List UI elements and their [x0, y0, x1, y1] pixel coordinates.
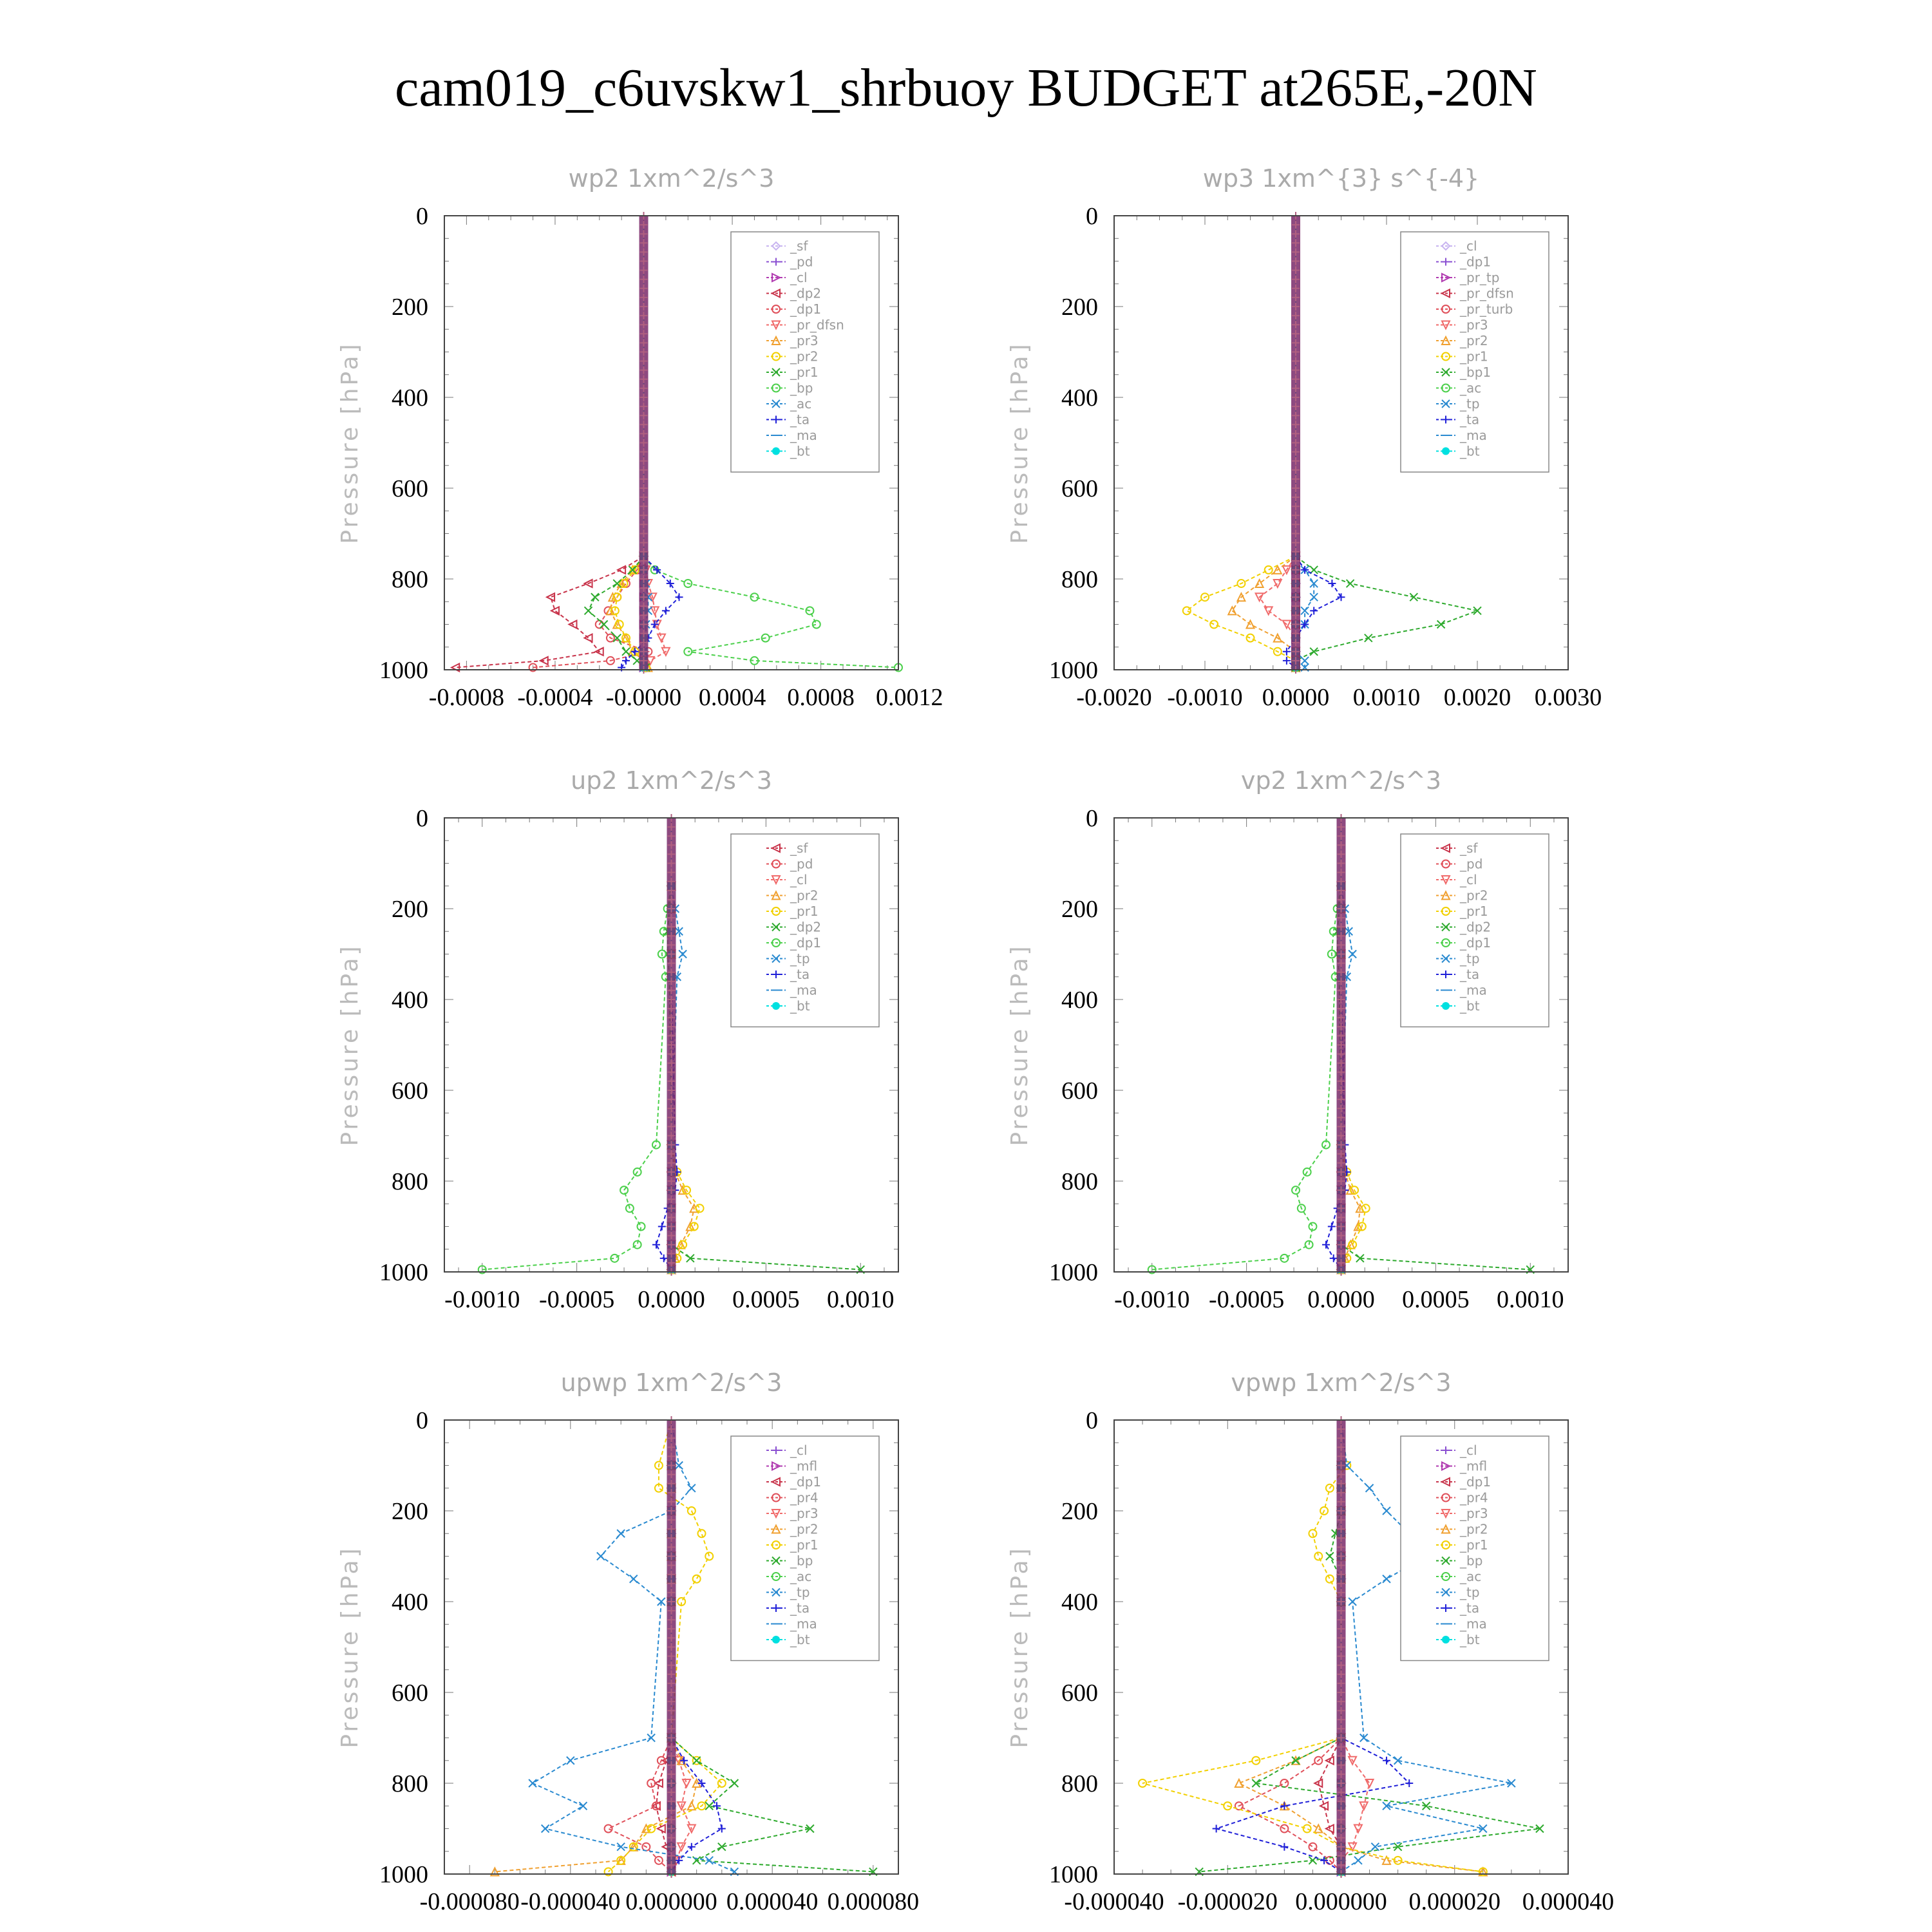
legend-label: _sf [790, 238, 808, 254]
data-point [705, 1553, 713, 1560]
legend-label: _pr3 [1460, 317, 1488, 333]
legend-label: _bp [790, 1553, 813, 1569]
data-point [585, 607, 592, 614]
legend-label: _tp [1460, 1584, 1480, 1600]
x-tick-label: -0.0004 [517, 684, 593, 711]
x-tick-label: -0.0005 [1209, 1286, 1285, 1313]
series-tp [529, 1420, 738, 1875]
series-line [1187, 216, 1296, 667]
legend-label: _pr_tp [1460, 270, 1500, 285]
legend-label: _sf [790, 840, 808, 856]
y-axis-label: Pressure [hPa] [337, 943, 363, 1146]
figure-title: cam019_c6uvskw1_shrbuoy BUDGET at265E,-20N [395, 58, 1537, 118]
series-pr1 [1183, 216, 1300, 671]
x-tick-label: 0.000080 [827, 1888, 920, 1915]
data-point [1310, 593, 1318, 601]
legend-label: _tp [1460, 951, 1480, 967]
data-point [1183, 607, 1191, 614]
y-tick-label: 0 [1086, 1407, 1098, 1434]
x-tick-label: 0.0008 [787, 684, 855, 711]
series-line [533, 216, 649, 667]
legend-label: _pr_dfsn [790, 317, 844, 333]
data-point [1365, 634, 1372, 642]
data-point [676, 593, 683, 601]
legend-label: _cl [1460, 1443, 1477, 1458]
data-point [1347, 580, 1354, 587]
legend-label: _dp1 [1460, 1474, 1492, 1490]
legend-label: _pr1 [790, 1537, 819, 1553]
series-line [533, 1420, 734, 1871]
data-point [567, 1757, 574, 1765]
legend-label: _pr1 [1460, 1537, 1488, 1553]
data-point [1303, 1825, 1311, 1833]
x-tick-label: 0.0000 [638, 1286, 705, 1313]
y-tick-label: 800 [1061, 1168, 1098, 1195]
series-dp1 [1148, 818, 1345, 1273]
zero-marker-column [667, 1416, 676, 1878]
y-axis-label: Pressure [hPa] [1007, 341, 1033, 544]
legend-label: _ta [790, 967, 810, 982]
legend-label: _dp2 [790, 919, 822, 935]
legend-label: _ma [790, 982, 817, 998]
y-tick-label: 400 [1061, 384, 1098, 412]
zero-marker-column [1337, 814, 1346, 1276]
y-tick-label: 400 [392, 384, 428, 412]
budget-panel-5 [337, 1368, 919, 1915]
y-tick-label: 1000 [379, 657, 428, 684]
data-point [688, 1843, 696, 1851]
data-point [1280, 1779, 1288, 1787]
legend-label: _ma [1460, 428, 1487, 443]
data-point [693, 1757, 701, 1765]
data-point [597, 1553, 605, 1560]
data-point [1235, 1779, 1243, 1787]
x-tick-label: -0.0010 [1167, 684, 1243, 711]
legend-label: _bt [1460, 998, 1480, 1014]
x-tick-label: -0.000040 [520, 1888, 621, 1915]
legend-label: _pr3 [790, 1506, 819, 1521]
legend-label: _cl [790, 270, 808, 285]
data-point [772, 448, 780, 455]
data-point [698, 1530, 706, 1537]
series-pr2 [1228, 216, 1300, 671]
data-point [662, 607, 670, 614]
legend-label: _pr1 [1460, 348, 1488, 365]
data-point [730, 1779, 738, 1787]
data-point [1314, 1553, 1322, 1560]
y-tick-label: 600 [392, 1680, 428, 1707]
data-point [1328, 580, 1336, 587]
data-point [1405, 1779, 1413, 1787]
data-point [1354, 1857, 1362, 1864]
legend-label: _bp [1460, 1553, 1483, 1569]
legend-label: _ac [790, 1569, 812, 1584]
budget-panel-3 [337, 766, 898, 1313]
x-tick-label: 0.0010 [1497, 1286, 1564, 1313]
legend-label: _ma [790, 1616, 817, 1632]
legend-label: _bt [790, 1632, 810, 1647]
legend-label: _tp [790, 1584, 810, 1600]
series-line [609, 1420, 672, 1871]
series-ta [618, 216, 683, 671]
legend-label: _pd [1460, 856, 1483, 872]
legend-label: _ac [1460, 1569, 1482, 1584]
panel-title: upwp 1xm^2/s^3 [560, 1368, 782, 1397]
x-tick-label: 0.0005 [732, 1286, 800, 1313]
legend-label: _sf [1460, 840, 1478, 856]
data-point [547, 593, 554, 601]
legend-label: _dp1 [790, 301, 822, 317]
series-pr4 [605, 1420, 676, 1875]
legend-label: _pr2 [1460, 887, 1488, 904]
x-tick-label: 0.0020 [1443, 684, 1511, 711]
legend-label: _ac [1460, 380, 1482, 396]
data-point [1280, 1843, 1288, 1851]
y-tick-label: 200 [1061, 294, 1098, 321]
budget-panel-1 [337, 164, 943, 711]
data-point [600, 621, 608, 629]
legend-label: _cl [790, 1443, 808, 1458]
x-tick-label: -0.0010 [1114, 1286, 1190, 1313]
x-tick-label: -0.000080 [419, 1888, 520, 1915]
y-tick-label: 1000 [379, 1861, 428, 1888]
x-tick-label: 0.0004 [698, 684, 766, 711]
legend-label: _ma [1460, 982, 1487, 998]
y-tick-label: 400 [392, 987, 428, 1014]
y-tick-label: 600 [392, 475, 428, 502]
x-tick-label: -0.000040 [1064, 1888, 1164, 1915]
panel-title: vpwp 1xm^2/s^3 [1231, 1368, 1452, 1397]
y-tick-label: 0 [416, 203, 428, 230]
legend-label: _tp [790, 951, 810, 967]
data-point [772, 1002, 780, 1010]
x-tick-label: -0.0008 [428, 684, 504, 711]
x-tick-label: 0.000020 [1408, 1888, 1501, 1915]
legend-label: _dp1 [1460, 254, 1492, 270]
y-tick-label: 400 [1061, 987, 1098, 1014]
data-point [813, 621, 820, 629]
legend-label: _cl [1460, 238, 1477, 254]
legend-label: _pr_dfsn [1460, 285, 1514, 301]
legend-label: _pr3 [1460, 1506, 1488, 1521]
y-tick-label: 400 [1061, 1589, 1098, 1616]
legend-label: _bt [790, 443, 810, 459]
x-tick-label: -0.0020 [1076, 684, 1152, 711]
legend-label: _mfl [1460, 1458, 1488, 1474]
data-point [579, 1802, 587, 1810]
data-point [1322, 1241, 1330, 1249]
legend [731, 1436, 879, 1661]
y-axis-label: Pressure [hPa] [337, 341, 363, 544]
y-tick-label: 400 [392, 1589, 428, 1616]
data-point [1366, 1779, 1374, 1787]
legend-label: _ma [1460, 1616, 1487, 1632]
series-dp1 [478, 818, 676, 1273]
data-point [1383, 1507, 1390, 1515]
x-tick-label: -0.000020 [1177, 1888, 1278, 1915]
legend-label: _pr1 [790, 904, 819, 919]
data-point [1366, 1484, 1374, 1492]
legend-label: _pr4 [790, 1490, 819, 1506]
legend-label: _bt [1460, 443, 1480, 459]
y-tick-label: 200 [392, 294, 428, 321]
legend-label: _dp2 [1460, 919, 1492, 935]
legend-label: _mfl [790, 1458, 818, 1474]
legend-label: _pr2 [790, 887, 819, 904]
data-point [1442, 1636, 1450, 1643]
data-point [647, 1734, 655, 1742]
y-axis-label: Pressure [hPa] [1007, 1546, 1033, 1748]
series-line [495, 1420, 696, 1871]
y-tick-label: 0 [1086, 805, 1098, 832]
y-tick-label: 200 [392, 1498, 428, 1525]
y-tick-label: 600 [392, 1077, 428, 1104]
legend-label: _bp [790, 380, 813, 396]
data-point [658, 634, 665, 642]
data-point [1228, 607, 1236, 614]
data-point [1301, 657, 1309, 665]
data-point [652, 1241, 660, 1249]
legend-label: _bp1 [1460, 365, 1492, 380]
panel-title: wp3 1xm^{3} s^{-4} [1202, 164, 1480, 193]
data-point [718, 1779, 726, 1787]
data-point [617, 1530, 625, 1537]
y-tick-label: 0 [416, 1407, 428, 1434]
legend-label: _pd [790, 254, 813, 270]
data-point [1213, 1825, 1220, 1833]
legend-label: _ta [1460, 1600, 1480, 1616]
data-point [1349, 951, 1356, 958]
data-point [1328, 1223, 1336, 1231]
y-tick-label: 0 [416, 805, 428, 832]
series-line [482, 818, 672, 1269]
legend-label: _ta [1460, 412, 1480, 428]
legend-label: _ta [1460, 967, 1480, 982]
data-point [1210, 621, 1218, 629]
y-tick-label: 1000 [1049, 1861, 1098, 1888]
x-tick-label: 0.000040 [726, 1888, 819, 1915]
y-tick-label: 200 [1061, 896, 1098, 923]
legend-label: _pr2 [1460, 333, 1488, 348]
data-point [1310, 648, 1318, 656]
zero-marker-column [1291, 212, 1300, 674]
zero-marker-column [667, 814, 676, 1276]
x-tick-label: -0.0000 [605, 684, 682, 711]
data-point [688, 1484, 696, 1492]
legend-label: _pr2 [1460, 1521, 1488, 1537]
panel-title: vp2 1xm^2/s^3 [1240, 766, 1442, 795]
data-point [1326, 1575, 1334, 1583]
legend-label: _tp [1460, 396, 1480, 412]
y-tick-label: 800 [392, 1770, 428, 1797]
y-tick-label: 800 [392, 566, 428, 593]
y-tick-label: 600 [1061, 475, 1098, 502]
legend-label: _pr1 [790, 365, 819, 380]
legend [1401, 1436, 1549, 1661]
data-point [1383, 1757, 1390, 1765]
data-point [718, 1825, 726, 1833]
x-tick-label: -0.0005 [539, 1286, 615, 1313]
data-point [1442, 448, 1450, 455]
legend-label: _ma [790, 428, 817, 443]
data-point [622, 648, 630, 656]
legend-label: _pr3 [790, 333, 819, 348]
series-line [1217, 1420, 1410, 1871]
legend-label: _ac [790, 396, 812, 412]
y-tick-label: 200 [1061, 1498, 1098, 1525]
data-point [1349, 1598, 1356, 1605]
y-tick-label: 800 [1061, 1770, 1098, 1797]
y-tick-label: 1000 [1049, 1259, 1098, 1286]
zero-marker-column [1337, 1416, 1346, 1878]
series-line [1260, 216, 1296, 667]
legend-label: _pr_turb [1460, 301, 1513, 317]
data-point [551, 607, 559, 614]
x-tick-label: 0.000000 [625, 1888, 717, 1915]
data-point [1265, 566, 1273, 574]
legend [731, 232, 879, 472]
legend-label: _dp2 [790, 285, 822, 301]
legend-label: _dp1 [790, 935, 822, 951]
series-line [1232, 216, 1296, 667]
zero-marker-column [639, 212, 649, 674]
x-tick-label: 0.0012 [875, 684, 943, 711]
legend-label: _pd [790, 856, 813, 872]
series-line [1152, 818, 1341, 1269]
series-dp1 [529, 216, 652, 671]
y-tick-label: 800 [392, 1168, 428, 1195]
data-point [693, 1575, 701, 1583]
legend-label: _ta [790, 1600, 810, 1616]
y-tick-label: 0 [1086, 203, 1098, 230]
data-point [696, 1204, 704, 1212]
legend [1401, 834, 1549, 1027]
panel-title: up2 1xm^2/s^3 [571, 766, 772, 795]
data-point [660, 1255, 668, 1262]
y-axis-label: Pressure [hPa] [1007, 943, 1033, 1146]
data-point [591, 593, 599, 601]
x-tick-label: 0.0030 [1534, 684, 1602, 711]
data-point [618, 566, 625, 574]
data-point [605, 1825, 612, 1833]
legend-label: _ta [790, 412, 810, 428]
series-dp2 [451, 216, 647, 671]
y-tick-label: 1000 [379, 1259, 428, 1286]
legend-label: _pr2 [790, 348, 819, 365]
data-point [658, 1223, 666, 1231]
data-point [1310, 607, 1318, 614]
legend-label: _pr1 [1460, 904, 1488, 919]
y-tick-label: 1000 [1049, 657, 1098, 684]
legend [731, 834, 879, 1027]
data-point [1330, 1255, 1338, 1262]
y-tick-label: 800 [1061, 566, 1098, 593]
data-point [529, 1779, 536, 1787]
budget-panel-6 [1007, 1368, 1614, 1915]
data-point [542, 1825, 549, 1833]
data-point [1247, 634, 1255, 642]
legend-label: _dp1 [1460, 935, 1492, 951]
x-tick-label: 0.0005 [1402, 1286, 1470, 1313]
y-tick-label: 200 [392, 896, 428, 923]
legend-label: _cl [1460, 872, 1477, 887]
y-tick-label: 600 [1061, 1680, 1098, 1707]
x-tick-label: 0.0000 [1307, 1286, 1375, 1313]
data-point [1320, 1802, 1328, 1810]
legend-label: _dp1 [790, 1474, 822, 1490]
data-point [1314, 1825, 1322, 1833]
budget-panel-4 [1007, 766, 1568, 1313]
x-tick-label: 0.000040 [1522, 1888, 1615, 1915]
legend-label: _cl [790, 872, 808, 887]
data-point [630, 1575, 638, 1583]
y-axis-label: Pressure [hPa] [337, 1546, 363, 1748]
data-point [772, 1636, 780, 1643]
legend-label: _pr4 [1460, 1490, 1488, 1506]
data-point [1442, 1002, 1450, 1010]
panel-title: wp2 1xm^2/s^3 [568, 164, 775, 193]
data-point [1383, 1575, 1390, 1583]
legend [1401, 232, 1549, 472]
x-tick-label: 0.0000 [1262, 684, 1330, 711]
x-tick-label: 0.000000 [1295, 1888, 1387, 1915]
y-tick-label: 600 [1061, 1077, 1098, 1104]
data-point [1326, 1553, 1334, 1560]
data-point [1309, 1843, 1316, 1851]
data-point [1338, 593, 1345, 601]
data-point [679, 951, 687, 958]
legend-label: _bt [1460, 1632, 1480, 1647]
budget-panel-2 [1007, 164, 1602, 711]
data-point [683, 1779, 690, 1787]
legend-label: _bt [790, 998, 810, 1014]
legend-label: _pr2 [790, 1521, 819, 1537]
x-tick-label: 0.0010 [827, 1286, 895, 1313]
x-tick-label: -0.0010 [444, 1286, 520, 1313]
series-ta [668, 1420, 726, 1875]
x-tick-label: 0.0010 [1352, 684, 1421, 711]
data-point [1354, 1825, 1362, 1833]
